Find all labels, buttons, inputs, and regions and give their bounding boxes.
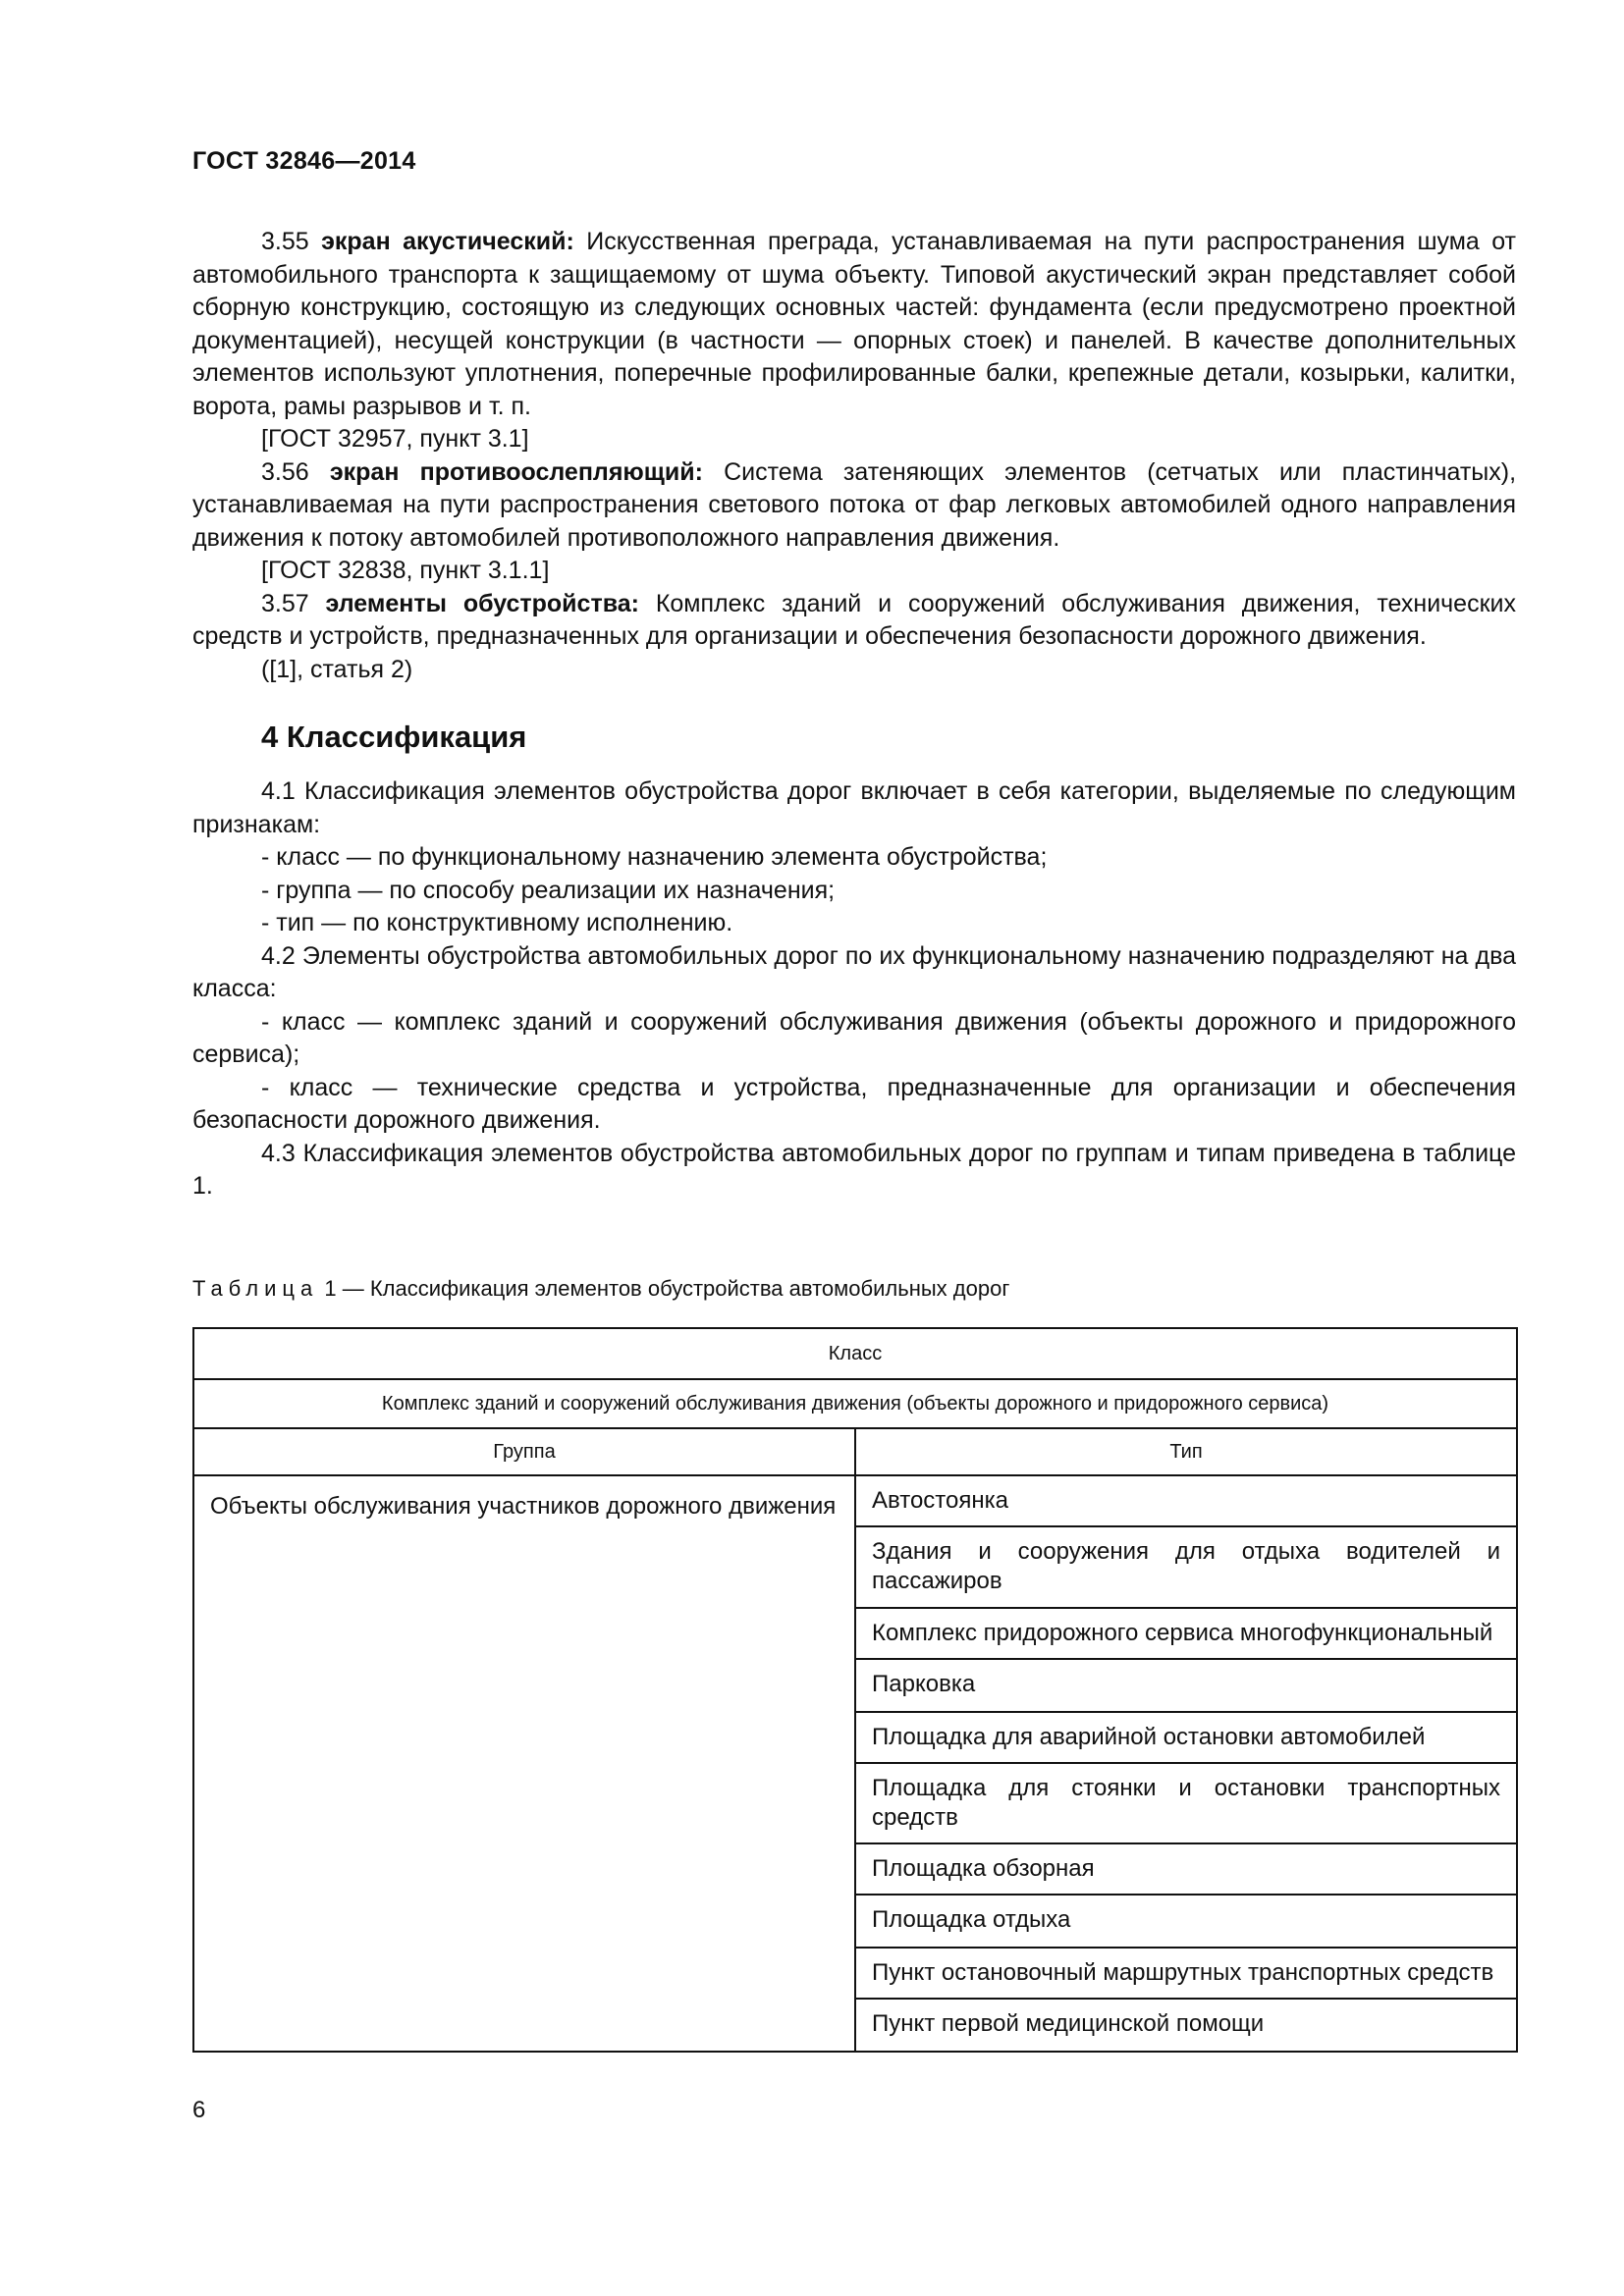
list-item: - класс — технические средства и устройства, предназначенные для организации и обеспечения безопасности дорожного движения. <box>192 1073 1516 1134</box>
type-cell: Автостоянка <box>855 1475 1517 1526</box>
clause-4-2: 4.2 Элементы обустройства автомобильных дорог по их функциональному назначению подразделяют на два класса: <box>192 941 1516 1002</box>
table-caption-label: Таблица <box>192 1276 319 1301</box>
type-cell: Комплекс придорожного сервиса многофункциональный <box>855 1608 1517 1659</box>
list-item: - группа — по способу реализации их назначения; <box>261 876 836 904</box>
type-cell: Пункт остановочный маршрутных транспортных средств <box>855 1948 1517 1999</box>
term-source: ([1], статья 2) <box>261 655 413 683</box>
list-item: - тип — по конструктивному исполнению. <box>261 909 733 936</box>
term-title: элементы обустройства: <box>325 589 639 617</box>
type-cell: Площадка обзорная <box>855 1843 1517 1895</box>
document-code: ГОСТ 32846—2014 <box>192 147 416 175</box>
table-caption <box>192 1276 1009 1302</box>
classification-table <box>192 1327 1518 2053</box>
clause-4-1: 4.1 Классификация элементов обустройства дорог включает в себя категории, выделяемые по следующим признакам: <box>192 777 1516 838</box>
list-item: - класс — по функциональному назначению элемента обустройства; <box>261 843 1048 871</box>
group-header: Группа <box>193 1428 855 1475</box>
type-cell: Здания и сооружения для отдыха водителей и пассажиров <box>855 1526 1517 1608</box>
document-body <box>192 226 1516 1203</box>
group-cell: Объекты обслуживания участников дорожного движения <box>193 1475 855 2052</box>
term-source: [ГОСТ 32838, пункт 3.1.1] <box>261 557 550 584</box>
type-header: Тип <box>855 1428 1517 1475</box>
term-number: 3.56 <box>261 457 309 486</box>
type-cell: Площадка отдыха <box>855 1895 1517 1948</box>
clause-4-3: 4.3 Классификация элементов обустройства автомобильных дорог по группам и типам приведена в таблице 1. <box>192 1139 1516 1200</box>
page-number: 6 <box>192 2097 206 2123</box>
term-3-57 <box>192 588 1516 654</box>
term-title: экран акустический: <box>321 228 574 255</box>
type-cell: Парковка <box>855 1659 1517 1712</box>
type-cell: Пункт первой медицинской помощи <box>855 1999 1517 2052</box>
term-3-55 <box>192 226 1516 423</box>
term-definition: Искусственная преграда, устанавливаемая на пути распространения шума от автомобильного транспорта к защищаемому от шума объекту. Типовой акустический экран представляет собой сборную конструкцию, состоящую из следующих основных частей: фундамента (если предусмотрено проектной документацией), несущей конструкции (в частности — опорных стоек) и панелей. В качестве дополнительных элементов используют уплотнения, поперечные профилированные балки, крепежные детали, козырьки, калитки, ворота, рамы разрывов и т. п. <box>192 228 1517 420</box>
list-item: - класс — комплекс зданий и сооружений обслуживания движения (объекты дорожного и придорожного сервиса); <box>192 1007 1516 1068</box>
class-value: Комплекс зданий и сооружений обслуживания движения (объекты дорожного и придорожного сервиса) <box>193 1379 1517 1428</box>
type-cell: Площадка для стоянки и остановки транспортных средств <box>855 1763 1517 1843</box>
section-heading: 4 Классификация <box>261 720 527 754</box>
type-cell: Площадка для аварийной остановки автомобилей <box>855 1712 1517 1763</box>
term-number: 3.55 <box>261 228 309 255</box>
class-header: Класс <box>193 1328 1517 1379</box>
term-3-56 <box>192 456 1516 556</box>
term-definition: Система затеняющих элементов (сетчатых или пластинчатых), устанавливаемая на пути распространения светового потока от фар легковых автомобилей одного направления движения к потоку автомобилей противоположного направления движения. <box>192 457 1517 552</box>
term-source: [ГОСТ 32957, пункт 3.1] <box>261 425 529 453</box>
table-caption-text: 1 — Классификация элементов обустройства автомобильных дорог <box>318 1276 1010 1301</box>
term-number: 3.57 <box>261 589 309 617</box>
term-title: экран противоослепляющий: <box>329 457 703 486</box>
term-definition: Комплекс зданий и сооружений обслуживания движения, технических средств и устройств, предназначенных для организации и обеспечения безопасности дорожного движения. <box>192 589 1516 650</box>
